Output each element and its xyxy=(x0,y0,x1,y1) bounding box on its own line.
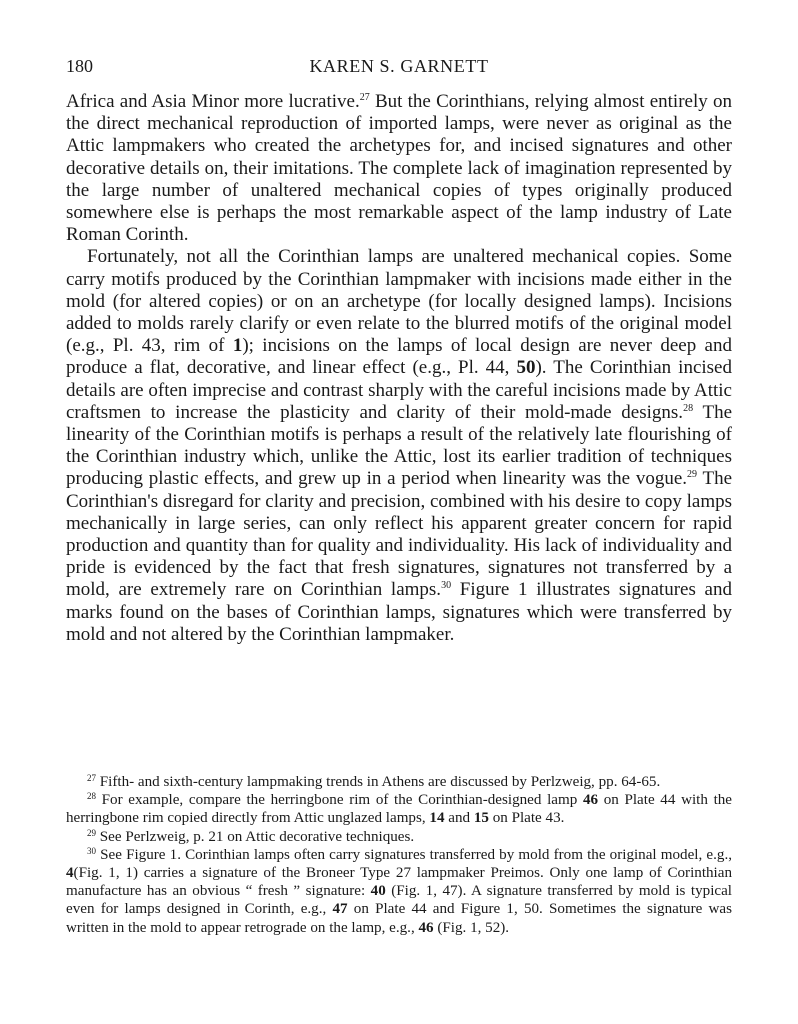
text-run: Fortunately, not all the Corinthian lamps are unaltered mechanical copies. Some carry motifs produced by the Corinthian lampmaker with incisions made either in the mold (for altered copies) or on an archetype (for locally designed lamps). Incisions added to molds rarely clarify or even relate to the blurred motifs of the original model (e.g., Pl. 43, rim of xyxy=(66,246,732,357)
footnote-30 xyxy=(66,846,732,937)
text-run: The linearity of the Corinthian motifs is perhaps a result of the relatively late flourishing of the Corinthian industry which, unlike the Attic, lost its earlier tradition of techniques producing plastic effects, and grew up in a period when linearity was the vogue. xyxy=(66,401,732,490)
text-run: Africa and Asia Minor more lucrative. xyxy=(66,91,360,112)
page xyxy=(66,56,732,646)
footnote-text: on Plate 44 and Figure 1, 50. Sometimes the signature was written in the mold to appear retrograde on the lamp, e.g., xyxy=(66,901,732,936)
text-run: ). The Corinthian incised details are often imprecise and contrast sharply with the careful incisions made by Attic craftsmen to increase the plasticity and clarity of their mold-made designs. xyxy=(66,357,732,423)
text-run: The Corinthian's disregard for clarity and precision, combined with his desire to copy lamps mechanically in large series, can only reflect his apparent greater concern for rapid production and quantity than for quality and individuality. His lack of individuality and pride is evidenced by the fact that fresh signatures, signatures not transferred by a mold, are extremely rare on Corinthian lamps. xyxy=(66,468,732,601)
body-text xyxy=(66,91,732,646)
footnote-text: on Plate 43. xyxy=(488,810,565,827)
footnote-marker-27: 27 xyxy=(359,92,370,103)
paragraph-1 xyxy=(66,91,732,246)
catalog-number: 46 xyxy=(582,792,599,809)
text-run: Figure 1 illustrates signatures and marks found on the bases of Corinthian lamps, signatures which were transferred by mold and not altered by the Corinthian lampmaker. xyxy=(66,579,732,645)
footnote-marker-29: 29 xyxy=(687,469,698,481)
footnote-text: on Plate 44 with the herringbone rim copied directly from Attic unglazed lamps, xyxy=(66,792,733,827)
catalog-number: 40 xyxy=(370,883,386,900)
footnote-29 xyxy=(66,828,732,846)
text-run: But the Corinthians, relying almost entirely on the direct mechanical reproduction of imported lamps, were never as original as the Attic lampmakers who created the archetypes for, and incised signatures and other decorative details on, their imitations. The complete lack of imagination represented by the large number of unaltered mechanical copies of types originally produced somewhere else is perhaps the most remarkable aspect of the lamp industry of Late Roman Corinth. xyxy=(66,91,732,246)
footnote-number: 29 xyxy=(87,827,96,838)
footnote-number: 30 xyxy=(87,845,96,856)
footnote-text: (Fig. 1, 47). A signature transferred by mold is typical even for lamps designed in Corinth, e.g., xyxy=(66,883,733,918)
footnote-number: 28 xyxy=(87,791,96,802)
footnote-text: (Fig. 1, 1) carries a signature of the Broneer Type 27 lampmaker Preimos. Only one lamp of Corinthian manufacture has an obvious “ fresh ” signature: xyxy=(66,865,732,900)
footnote-number: 27 xyxy=(87,773,96,783)
footnote-text: Fifth- and sixth-century lampmaking trends in Athens are discussed by Perlzweig, pp. 64-65. xyxy=(96,774,661,790)
footnote-text: For example, compare the herringbone rim of the Corinthian-designed lamp xyxy=(96,792,583,809)
footnote-text: (Fig. 1, 52). xyxy=(433,919,510,936)
running-head: KAREN S. GARNETT xyxy=(309,56,489,76)
text-run: ); incisions on the lamps of local design are never deep and produce a flat, decorative, and linear effect (e.g., Pl. 44, xyxy=(66,335,732,379)
footnote-text: See Perlzweig, p. 21 on Attic decorative techniques. xyxy=(96,828,415,845)
footnote-text: See Figure 1. Corinthian lamps often carry signatures transferred by mold from the original model, e.g., xyxy=(96,846,732,863)
footnote-28 xyxy=(66,791,732,827)
page-header: 180 KAREN S. GARNETT xyxy=(66,56,732,80)
footnote-27 xyxy=(66,773,732,791)
footnote-marker-28: 28 xyxy=(683,402,694,414)
footnotes xyxy=(66,773,732,937)
catalog-number: 14 xyxy=(429,810,445,827)
paragraph-2 xyxy=(66,246,732,646)
catalog-number: 46 xyxy=(418,919,434,936)
catalog-number: 15 xyxy=(473,810,489,827)
footnote-marker-30: 30 xyxy=(441,580,452,592)
catalog-number: 4 xyxy=(66,865,74,882)
catalog-number: 50 xyxy=(516,357,536,379)
footnote-text: and xyxy=(444,810,474,827)
catalog-number: 1 xyxy=(232,335,243,357)
catalog-number: 47 xyxy=(332,901,348,918)
